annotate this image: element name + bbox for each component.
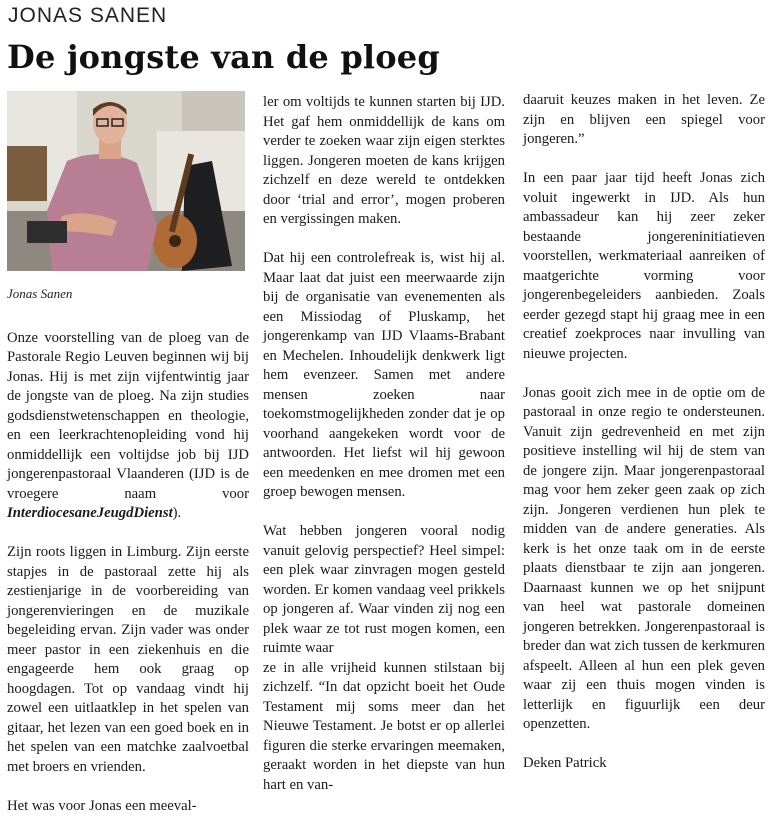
paragraph: daaruit keuzes maken in het leven. Ze zijn en blijven een spiegel voor jongeren.” xyxy=(523,92,765,147)
article-column-3 xyxy=(523,91,765,793)
article-column-2 xyxy=(263,93,505,815)
paragraph: In een paar jaar tijd heeft Jonas zich voluit ingewerkt in IJD. Als hun ambassadeur kan hij zeer zeker bestaande jongereninitiatieven voorstellen, werkmateriaal aanreiken of maatgerichte vorming voor jongerenbegeleiders aanbieden. Zoals eerder gezegd stapt hij graag mee in een creatief zoekproces naar invulling van nieuwe projecten. xyxy=(523,170,765,362)
portrait-illustration xyxy=(7,91,245,271)
portrait-photo xyxy=(7,91,245,271)
photo-caption: Jonas Sanen xyxy=(7,286,73,301)
paragraph: Wat hebben jongeren vooral nodig vanuit gelovig perspectief? Heel simpel: een plek waar zinvragen mogen gesteld worden. Er komen vandaag veel prikkels op jongeren af. Waar vinden zij nog een plek waar ze tot rust mogen komen, een ruimte waar xyxy=(263,523,505,656)
article-headline: De jongste van de ploeg xyxy=(7,38,440,76)
paragraph: Dat hij een controlefreak is, wist hij al. Maar laat dat juist een meerwaarde zijn bij de organisatie van evenementen als een Missiodag of Pluskamp, het jongerenkamp van IJD Vlaams-Brabant en Mechelen. Inhoudelijk denkwerk ligt hem evenzeer. Samen met andere mensen zoeken naar toekomstmogelijkheden zonder dat je op voorhand aangekeken wordt voor de antwoorden. Het liefst wil hij gewoon een meedenken en mee dromen met een groep bewogen mensen. xyxy=(263,250,505,500)
author-signature: Deken Patrick xyxy=(523,755,607,771)
paragraph: ler om voltijds te kunnen starten bij IJD. Het gaf hem onmiddellijk de kans om verder te zoeken waar zijn eigen sterktes liggen. Jongeren moeten de kans krijgen zichzelf en deze wereld te ontdekken door ‘trial and error’, mogen proberen en vergissingen maken. xyxy=(263,94,505,227)
paragraph: Het was voor Jonas een meeval- xyxy=(7,797,197,814)
emphasis-text: InterdiocesaneJeugdDienst xyxy=(7,505,173,521)
paragraph: ze in alle vrijheid kunnen stilstaan bij zichzelf. “In dat opzicht boeit het Oude Testament mij soms meer dan het Nieuwe Testament. Je botst er op allerlei figuren die sterke ervaringen meemaken, geraakt worden in het diepste van hun hart en van- xyxy=(263,659,505,793)
article-kicker: JONAS SANEN xyxy=(8,4,168,27)
paragraph: Zijn roots liggen in Limburg. Zijn eerste stapjes in de pastoraal zette hij als zestienjarige in de voorbereiding van jongerenvieringen en de muzikale begeleiding ervan. Zijn vader was onder meer pastor in een ziekenhuis en die engageerde hem ook graag op hoogdagen. Tot op vandaag vindt hij zowel een uitlaatklep in het spelen van gitaar, het lezen van een goed boek en in het spelen van een matchke zaalvoetbal met broers en vrienden. xyxy=(7,544,249,775)
article-column-1 xyxy=(7,91,249,836)
paragraph: Jonas gooit zich mee in de optie om de pastoraal in onze regio te ondersteunen. Vanuit zijn gedrevenheid en met zijn positieve instelling wil hij de stem van de jongere zijn. Maar jongerenpastoraal mag voor hem zeker geen zaak op zich zijn. Jongeren verdienen hun plek te midden van de andere generaties. Als kerk is het onze taak om in de eerste plaats dienstbaar te zijn aan jongeren. Daarnaast kunnen we op het snijpunt van heel wat pastorale domeinen jongeren betrekken. Jongerenpastoraal is breder dan wat zich tussen de kerkmuren afspeelt. Alleen al hun een plek geven waar zij een thuis mogen vinden is letterlijk en figuurlijk een deur openzetten. xyxy=(523,384,765,732)
paragraph: Onze voorstelling van de ploeg van de Pastorale Regio Leuven beginnen wij bij Jonas. Hij is met zijn vijfentwintig jaar de jongste van de ploeg. Na zijn studies godsdienstwetenschappen en theologie, en een leerkrachtenopleiding vond hij onmiddellijk een voltijdse job bij IJD jongerenpastoraal Vlaanderen (IJD is de vroegere naam voor InterdiocesaneJeugdDienst). xyxy=(7,329,249,521)
